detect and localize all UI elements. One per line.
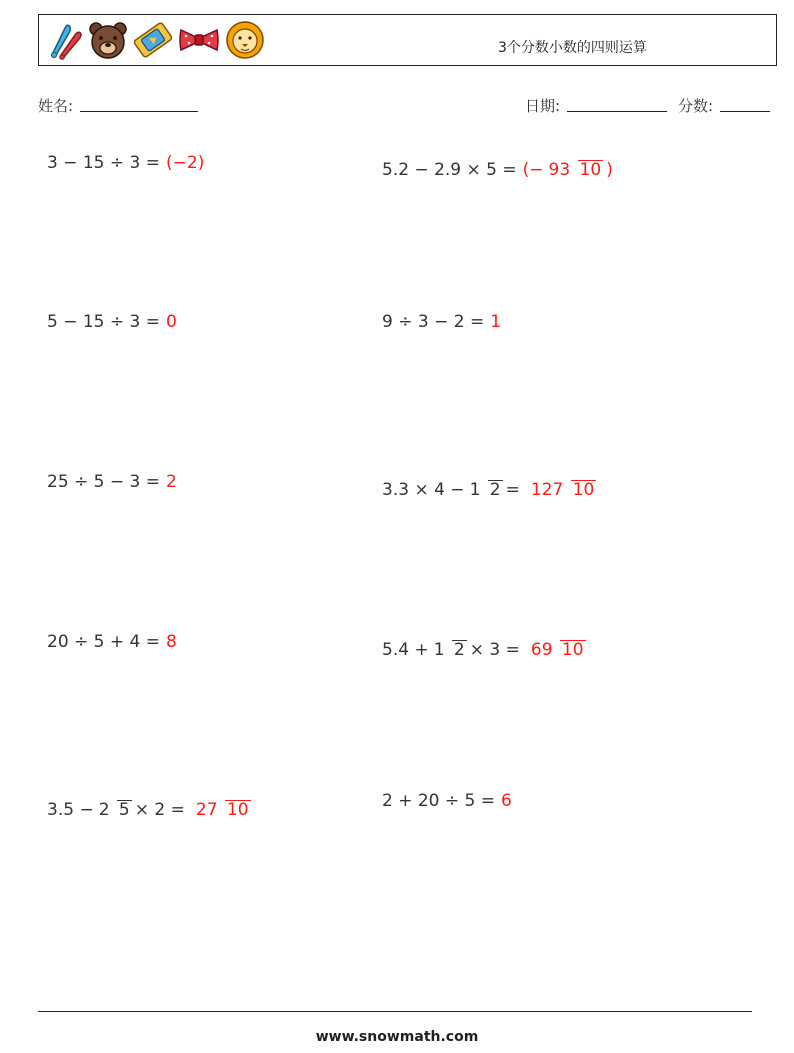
answer-numerator: 127	[530, 479, 564, 500]
fraction-denominator: 5	[118, 799, 130, 820]
lion-face-icon	[225, 20, 265, 60]
sheet-title: 3个分数小数的四则运算	[498, 40, 647, 56]
problem-answer: 0	[166, 312, 177, 332]
header-box	[38, 14, 777, 66]
answer-fraction	[529, 640, 586, 661]
problem-answer: 6	[501, 791, 512, 811]
problem-expression: 25 ÷ 5 − 3 =	[47, 472, 161, 492]
answer-fraction	[529, 480, 597, 501]
problem-answer: 1	[490, 312, 502, 332]
problem-7	[47, 614, 177, 670]
answer-denominator: 10	[579, 159, 602, 180]
problem-expression: 3 − 15 ÷ 3 =	[47, 153, 161, 173]
answer-numerator: 69	[530, 639, 553, 660]
problem-answer: (−2)	[166, 153, 205, 173]
problem-expression: 20 ÷ 5 + 4 =	[47, 632, 161, 652]
expression-before: 5.4 +	[382, 640, 429, 660]
operand-fraction	[432, 640, 467, 661]
problem-6	[382, 462, 599, 518]
fraction-numerator: 1	[433, 639, 445, 660]
expression-after: × 3 =	[469, 640, 520, 660]
expression-before: 3.3 × 4 −	[382, 480, 465, 500]
problem-10	[382, 773, 512, 829]
juggling-club-icon	[45, 20, 85, 60]
name-label: 姓名:	[38, 97, 74, 115]
fraction-denominator: 2	[489, 479, 501, 500]
date-label: 日期:	[525, 97, 561, 115]
operand-fraction	[468, 480, 503, 501]
problem-5	[47, 454, 177, 510]
problem-expression: 5.2 − 2.9 × 5 =	[382, 160, 517, 180]
expression-after: × 2 =	[134, 800, 185, 820]
operand-fraction	[97, 800, 132, 821]
problem-expression: 5 − 15 ÷ 3 =	[47, 312, 161, 332]
answer-denominator: 10	[561, 639, 584, 660]
score-field[interactable]	[720, 111, 770, 112]
problem-4	[382, 294, 501, 350]
fraction-numerator: 1	[469, 479, 481, 500]
answer-denominator: 10	[572, 479, 595, 500]
problem-3	[47, 294, 177, 350]
problem-expression: 2 + 20 ÷ 5 =	[382, 791, 496, 811]
problem-2	[382, 142, 613, 198]
date-field[interactable]	[567, 111, 667, 112]
footer-divider	[38, 1011, 752, 1012]
answer-numerator: 27	[195, 799, 218, 820]
problem-8	[382, 622, 589, 678]
expression-before: 3.5 −	[47, 800, 94, 820]
answer-denominator: 10	[226, 799, 249, 820]
problem-9	[47, 782, 254, 838]
answer-fraction	[194, 800, 251, 821]
problem-expression: 9 ÷ 3 − 2 =	[382, 312, 485, 332]
footer-url[interactable]: www.snowmath.com	[315, 1029, 479, 1045]
answer-suffix: )	[606, 160, 613, 180]
problem-answer: 2	[166, 472, 177, 492]
ticket-icon	[133, 20, 173, 60]
answer-fraction	[547, 160, 604, 181]
problem-1	[47, 135, 204, 191]
problem-answer: 8	[166, 632, 177, 652]
fraction-numerator: 2	[98, 799, 110, 820]
fraction-denominator: 2	[453, 639, 465, 660]
bear-face-icon	[88, 20, 128, 60]
bow-tie-icon	[179, 20, 219, 60]
expression-after: =	[505, 480, 520, 500]
score-label: 分数:	[678, 97, 714, 115]
answer-numerator: 93	[548, 159, 571, 180]
answer-prefix: (−	[522, 160, 544, 180]
name-field[interactable]	[80, 111, 198, 112]
